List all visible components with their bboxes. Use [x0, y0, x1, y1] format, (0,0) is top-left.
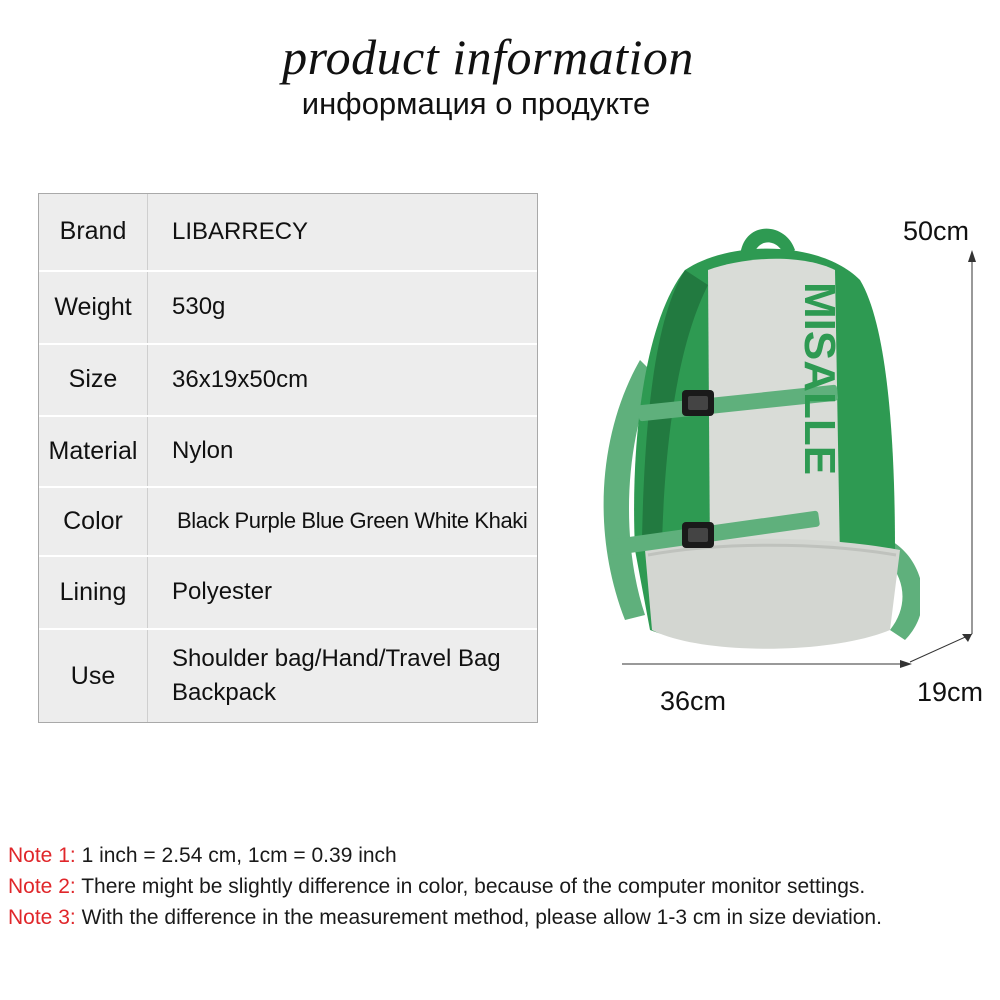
- page-subtitle: информация о продукте: [301, 86, 651, 121]
- spec-label: Color: [39, 487, 148, 556]
- width-label: 36cm: [660, 686, 727, 716]
- note-text: There might be slightly difference in color, because of the computer monitor settings.: [81, 875, 866, 898]
- page-title: product information: [282, 29, 694, 85]
- spec-label: Material: [39, 416, 148, 487]
- spec-label: Use: [39, 629, 148, 724]
- note-line: [8, 840, 882, 871]
- arrow-right-icon: [900, 660, 912, 668]
- spec-label: Size: [39, 344, 148, 416]
- depth-line: [910, 634, 972, 662]
- spec-value-line: Shoulder bag/Hand/Travel Bag: [172, 645, 501, 672]
- spec-value: Black Purple Blue Green White Khaki: [148, 487, 538, 556]
- depth-label: 19cm: [917, 677, 984, 707]
- note-label: Note 2:: [8, 875, 76, 898]
- spec-value: Nylon: [148, 416, 538, 487]
- note-line: [8, 871, 882, 902]
- spec-label: Weight: [39, 271, 148, 344]
- arrow-up-icon: [968, 250, 976, 262]
- spec-label: Lining: [39, 556, 148, 629]
- bag-print-text: MISALLE: [795, 282, 844, 476]
- spec-value: LIBARRECY: [148, 194, 538, 271]
- spec-value-line: Backpack: [172, 679, 277, 706]
- note-label: Note 3:: [8, 906, 76, 929]
- spec-value: 36x19x50cm: [148, 344, 538, 416]
- height-label: 50cm: [903, 216, 970, 246]
- note-line: [8, 902, 882, 933]
- spec-value: Polyester: [148, 556, 538, 629]
- spec-label: Brand: [39, 194, 148, 271]
- note-text: 1 inch = 2.54 cm, 1cm = 0.39 inch: [81, 844, 397, 867]
- note-text: With the difference in the measurement method, please allow 1-3 cm in size deviation.: [81, 906, 882, 929]
- spec-value: 530g: [148, 271, 538, 344]
- note-label: Note 1:: [8, 844, 76, 867]
- notes: [8, 840, 882, 933]
